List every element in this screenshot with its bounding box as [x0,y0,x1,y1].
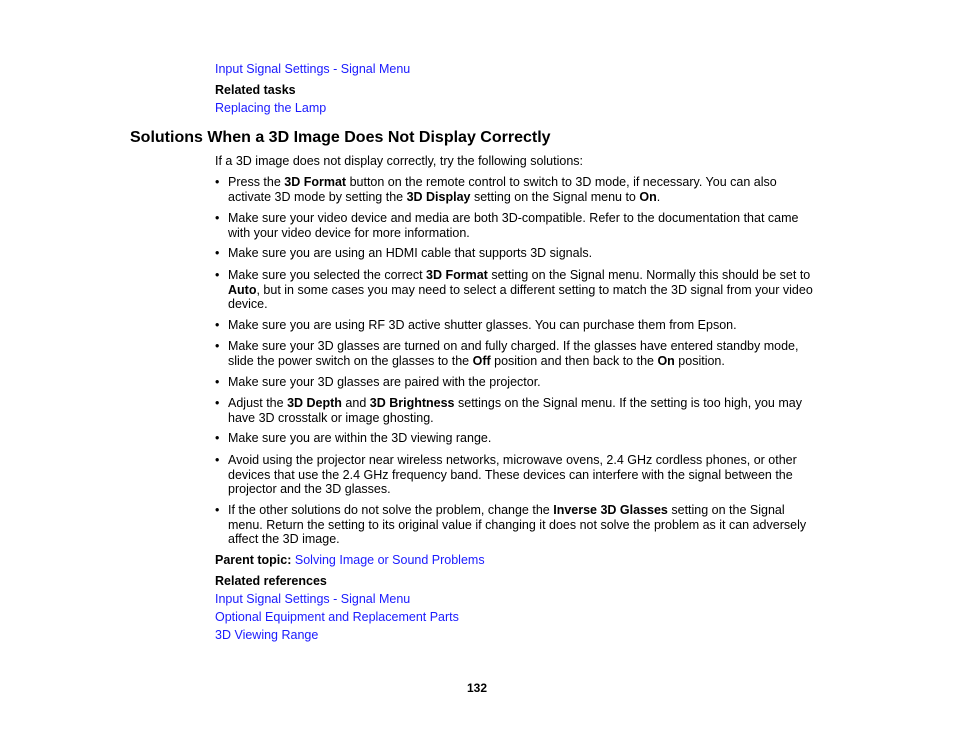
bullet-glyph: • [215,211,220,225]
related-tasks-label: Related tasks [215,83,296,97]
link-replacing-the-lamp[interactable]: Replacing the Lamp [215,101,327,115]
list-item: • Make sure your 3D glasses are turned on and fully charged. If the glasses have entered standby mode, slide the power switch on the glasses to the Off position and then back to the On position. [215,339,799,368]
link-3d-viewing-range[interactable]: 3D Viewing Range [215,628,319,642]
parent-topic [215,553,485,567]
link-solving-image-sound-problems[interactable]: Solving Image or Sound Problems [294,553,485,567]
list-item: • If the other solutions do not solve the problem, change the Inverse 3D Glasses setting on the Signal menu. Return the setting to its original value if changing it does not solve the problem as it can adversely affect the 3D image. [215,503,807,547]
parent-topic-label: Parent topic: [215,553,292,567]
bullet-glyph: • [215,453,220,467]
bullet-glyph: • [215,339,220,353]
list-item: • Avoid using the projector near wireless networks, microwave ovens, 2.4 GHz cordless phones, or other devices that use the 2.4 GHz frequency band. These devices can interfere with the signal between the projector and the 3D glasses. [215,453,797,497]
link-input-signal-settings[interactable]: Input Signal Settings - Signal Menu [215,62,411,76]
list-item: • Make sure you are within the 3D viewing range. [215,431,492,445]
bullet-glyph: • [215,396,220,410]
bullet-glyph: • [215,246,220,260]
list-item: • Make sure you are using an HDMI cable that supports 3D signals. [215,246,593,260]
link-optional-equipment[interactable]: Optional Equipment and Replacement Parts [215,610,459,624]
list-item: • Make sure you are using RF 3D active shutter glasses. You can purchase them from Epson. [215,318,737,332]
section-heading: Solutions When a 3D Image Does Not Display Correctly [130,129,551,146]
page-number: 132 [466,681,488,695]
intro-text: If a 3D image does not display correctly, try the following solutions: [215,154,583,168]
bullet-glyph: • [215,431,220,445]
link-input-signal-settings-ref[interactable]: Input Signal Settings - Signal Menu [215,592,411,606]
list-item: • Make sure your video device and media are both 3D-compatible. Refer to the documentation that came with your video device for more information. [215,211,799,240]
related-references-label: Related references [215,574,327,588]
bullet-glyph: • [215,175,220,189]
list-item: • Press the 3D Format button on the remote control to switch to 3D mode, if necessary. You can also activate 3D mode by setting the 3D Display setting on the Signal menu to On. [215,175,777,204]
list-item: • Adjust the 3D Depth and 3D Brightness settings on the Signal menu. If the setting is too high, you may have 3D crosstalk or image ghosting. [215,396,802,425]
list-item: • Make sure you selected the correct 3D Format setting on the Signal menu. Normally this should be set to Auto, but in some cases you may need to select a different setting to match the 3D signal from your video device. [215,268,813,312]
list-item: • Make sure your 3D glasses are paired with the projector. [215,375,541,389]
bullet-glyph: • [215,268,220,282]
bullet-glyph: • [215,318,220,332]
bullet-glyph: • [215,503,220,517]
bullet-glyph: • [215,375,220,389]
